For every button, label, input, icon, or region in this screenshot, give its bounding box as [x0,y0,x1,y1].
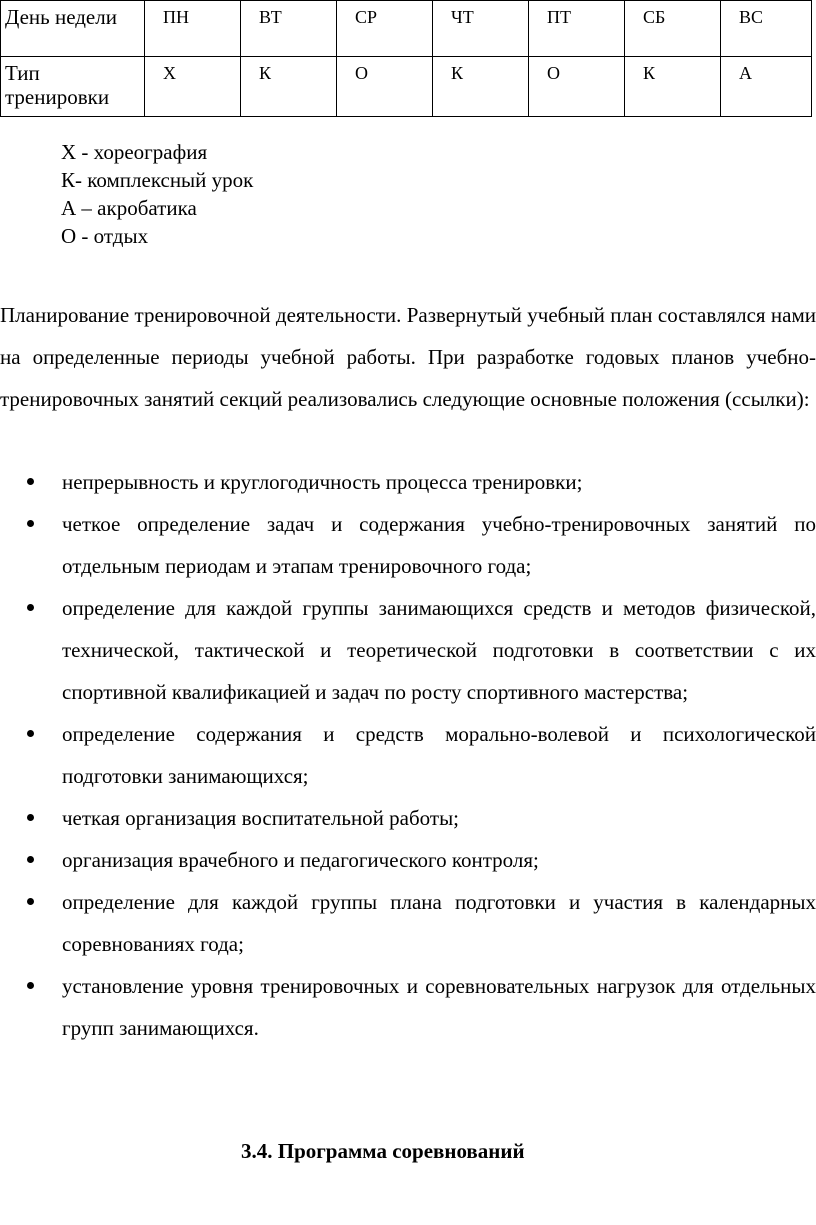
list-item [0,797,816,839]
type-cell: Х [145,57,241,117]
legend-item: К- комплексный урок [61,168,254,192]
list-item-text: непрерывность и круглогодичность процесса тренировки; [62,470,583,494]
bullet-icon [27,898,34,905]
type-cell: А [721,57,812,117]
bullet-icon [27,814,34,821]
list-item-text: определение для каждой группы занимающихся средств и методов физической, технической, тактической и теоретической подготовки в соответствии с их спортивной квалификацией и задач по росту спортивного мастерства; [62,596,816,704]
type-cell: О [529,57,625,117]
section-heading: 3.4. Программа соревнований [241,1139,525,1163]
list-item [0,587,816,713]
list-item [0,503,816,587]
list-item-text: четкое определение задач и содержания учебно-тренировочных занятий по отдельным периодам и этапам тренировочного года; [62,512,816,578]
list-item-text: определение для каждой группы плана подготовки и участия в календарных соревнованиях года; [62,890,816,956]
row-label-type: Тип тренировки [1,57,145,117]
day-cell: ВТ [241,1,337,57]
list-item [0,881,816,965]
bullet-icon [27,982,34,989]
bullet-icon [27,520,34,527]
body-paragraph: Планирование тренировочной деятельности. Развернутый учебный план составлялся нами на определенные периоды учебной работы. При разработке годовых планов учебно-тренировочных занятий секций реализовались следующие основные положения (ссылки): [0,303,816,411]
bullet-list [0,461,816,1049]
row-label-day: День недели [1,1,145,57]
type-cell: К [241,57,337,117]
list-item [0,713,816,797]
day-cell: ПТ [529,1,625,57]
list-item-text: установление уровня тренировочных и соревновательных нагрузок для отдельных групп занимающихся. [62,974,816,1040]
training-schedule-table [0,0,812,117]
day-cell: ЧТ [433,1,529,57]
list-item [0,461,816,503]
schedule-row-days [1,1,812,57]
legend-item: О - отдых [61,224,149,248]
bullet-icon [27,856,34,863]
day-cell: СР [337,1,433,57]
list-item [0,965,816,1049]
legend-item: А – акробатика [61,196,197,220]
day-cell: ПН [145,1,241,57]
day-cell: ВС [721,1,812,57]
type-cell: К [625,57,721,117]
type-cell: О [337,57,433,117]
legend [61,138,253,250]
bullet-icon [27,478,34,485]
day-cell: СБ [625,1,721,57]
list-item-text: организация врачебного и педагогического контроля; [62,848,539,872]
schedule-row-types [1,57,812,117]
list-item [0,839,816,881]
type-cell: К [433,57,529,117]
legend-item: Х - хореография [61,140,208,164]
list-item-text: определение содержания и средств морально-волевой и психологической подготовки занимающихся; [62,722,816,788]
list-item-text: четкая организация воспитательной работы; [62,806,460,830]
bullet-icon [27,730,34,737]
bullet-icon [27,604,34,611]
